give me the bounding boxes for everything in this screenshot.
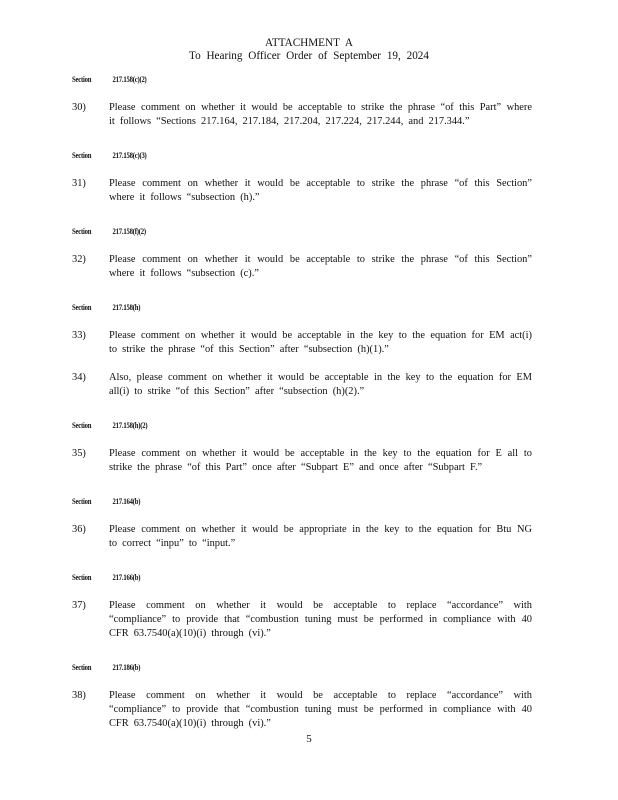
section-ref: 217.158(h) — [112, 302, 141, 312]
item-number: 34) — [72, 372, 86, 383]
section-label: Section — [72, 226, 92, 236]
comment-item — [72, 329, 532, 357]
item-number: 32) — [72, 254, 86, 265]
section-label: Section — [72, 496, 92, 506]
comment-item — [72, 689, 532, 731]
section-heading — [72, 661, 431, 673]
item-text: Please comment on whether it would be acceptable to strike the phrase “of this Section” where it follows “subsection (h).” — [109, 178, 532, 203]
document-body — [72, 73, 532, 751]
section-label: Section — [72, 74, 92, 84]
section-label: Section — [72, 572, 92, 582]
comment-item — [72, 599, 532, 641]
section-heading — [72, 225, 431, 237]
page-number: 5 — [306, 733, 312, 745]
item-number: 36) — [72, 524, 86, 535]
section-heading — [72, 149, 431, 161]
section-heading — [72, 571, 431, 583]
section-ref: 217.158(c)(3) — [112, 150, 147, 160]
item-text: Also, please comment on whether it would be acceptable in the key to the equation for EM all(i) to strike “of this Section” after “subsection (h)(2).” — [109, 372, 532, 397]
section-label: Section — [72, 150, 92, 160]
item-text: Please comment on whether it would be acceptable to strike the phrase “of this Section” where it follows “subsection (c).” — [109, 254, 532, 279]
item-number: 38) — [72, 690, 86, 701]
item-number: 35) — [72, 448, 86, 459]
item-text: Please comment on whether it would be acceptable to replace “accordance” with “compliance” to provide that “combustion tuning must be performed in compliance with 40 CFR 63.7540(a)(10)(i) through (vi).” — [109, 690, 532, 729]
section-ref: 217.158(h)(2) — [112, 420, 148, 430]
comment-item — [72, 177, 532, 205]
comment-item — [72, 371, 532, 399]
item-text: Please comment on whether it would be acceptable in the key to the equation for E all to strike the phrase “of this Part” once after “Subpart E” and once after “Subpart F.” — [109, 448, 532, 473]
comment-item — [72, 101, 532, 129]
item-text: Please comment on whether it would be appropriate in the key to the equation for Btu NG to correct “inpu” to “input.” — [109, 524, 532, 549]
item-number: 33) — [72, 330, 86, 341]
section-ref: 217.158(f)(2) — [112, 226, 146, 236]
item-number: 30) — [72, 102, 86, 113]
item-text: Please comment on whether it would be acceptable to replace “accordance” with “compliance” to provide that “combustion tuning must be performed in compliance with 40 CFR 63.7540(a)(10)(i) through (vi).” — [109, 600, 532, 639]
comment-item — [72, 447, 532, 475]
section-label: Section — [72, 302, 92, 312]
section-ref: 217.186(b) — [112, 662, 141, 672]
comment-item — [72, 253, 532, 281]
section-heading — [72, 495, 431, 507]
section-heading — [72, 419, 431, 431]
section-ref: 217.164(b) — [112, 496, 141, 506]
section-label: Section — [72, 420, 92, 430]
attachment-title: ATTACHMENT A — [265, 37, 353, 49]
section-label: Section — [72, 662, 92, 672]
comment-item — [72, 523, 532, 551]
document-header — [0, 37, 618, 63]
section-ref: 217.166(b) — [112, 572, 141, 582]
item-text: Please comment on whether it would be acceptable to strike the phrase “of this Part” where it follows “Sections 217.164, 217.184, 217.204, 217.224, 217.244, and 217.344.” — [109, 102, 532, 127]
item-number: 37) — [72, 600, 86, 611]
section-heading — [72, 73, 431, 85]
section-ref: 217.158(c)(2) — [112, 74, 147, 84]
item-text: Please comment on whether it would be acceptable in the key to the equation for EM act(i) to strike the phrase “of this Section” after “subsection (h)(1).” — [109, 330, 532, 355]
section-heading — [72, 301, 431, 313]
attachment-subtitle: To Hearing Officer Order of September 19, 2024 — [189, 50, 429, 62]
item-number: 31) — [72, 178, 86, 189]
